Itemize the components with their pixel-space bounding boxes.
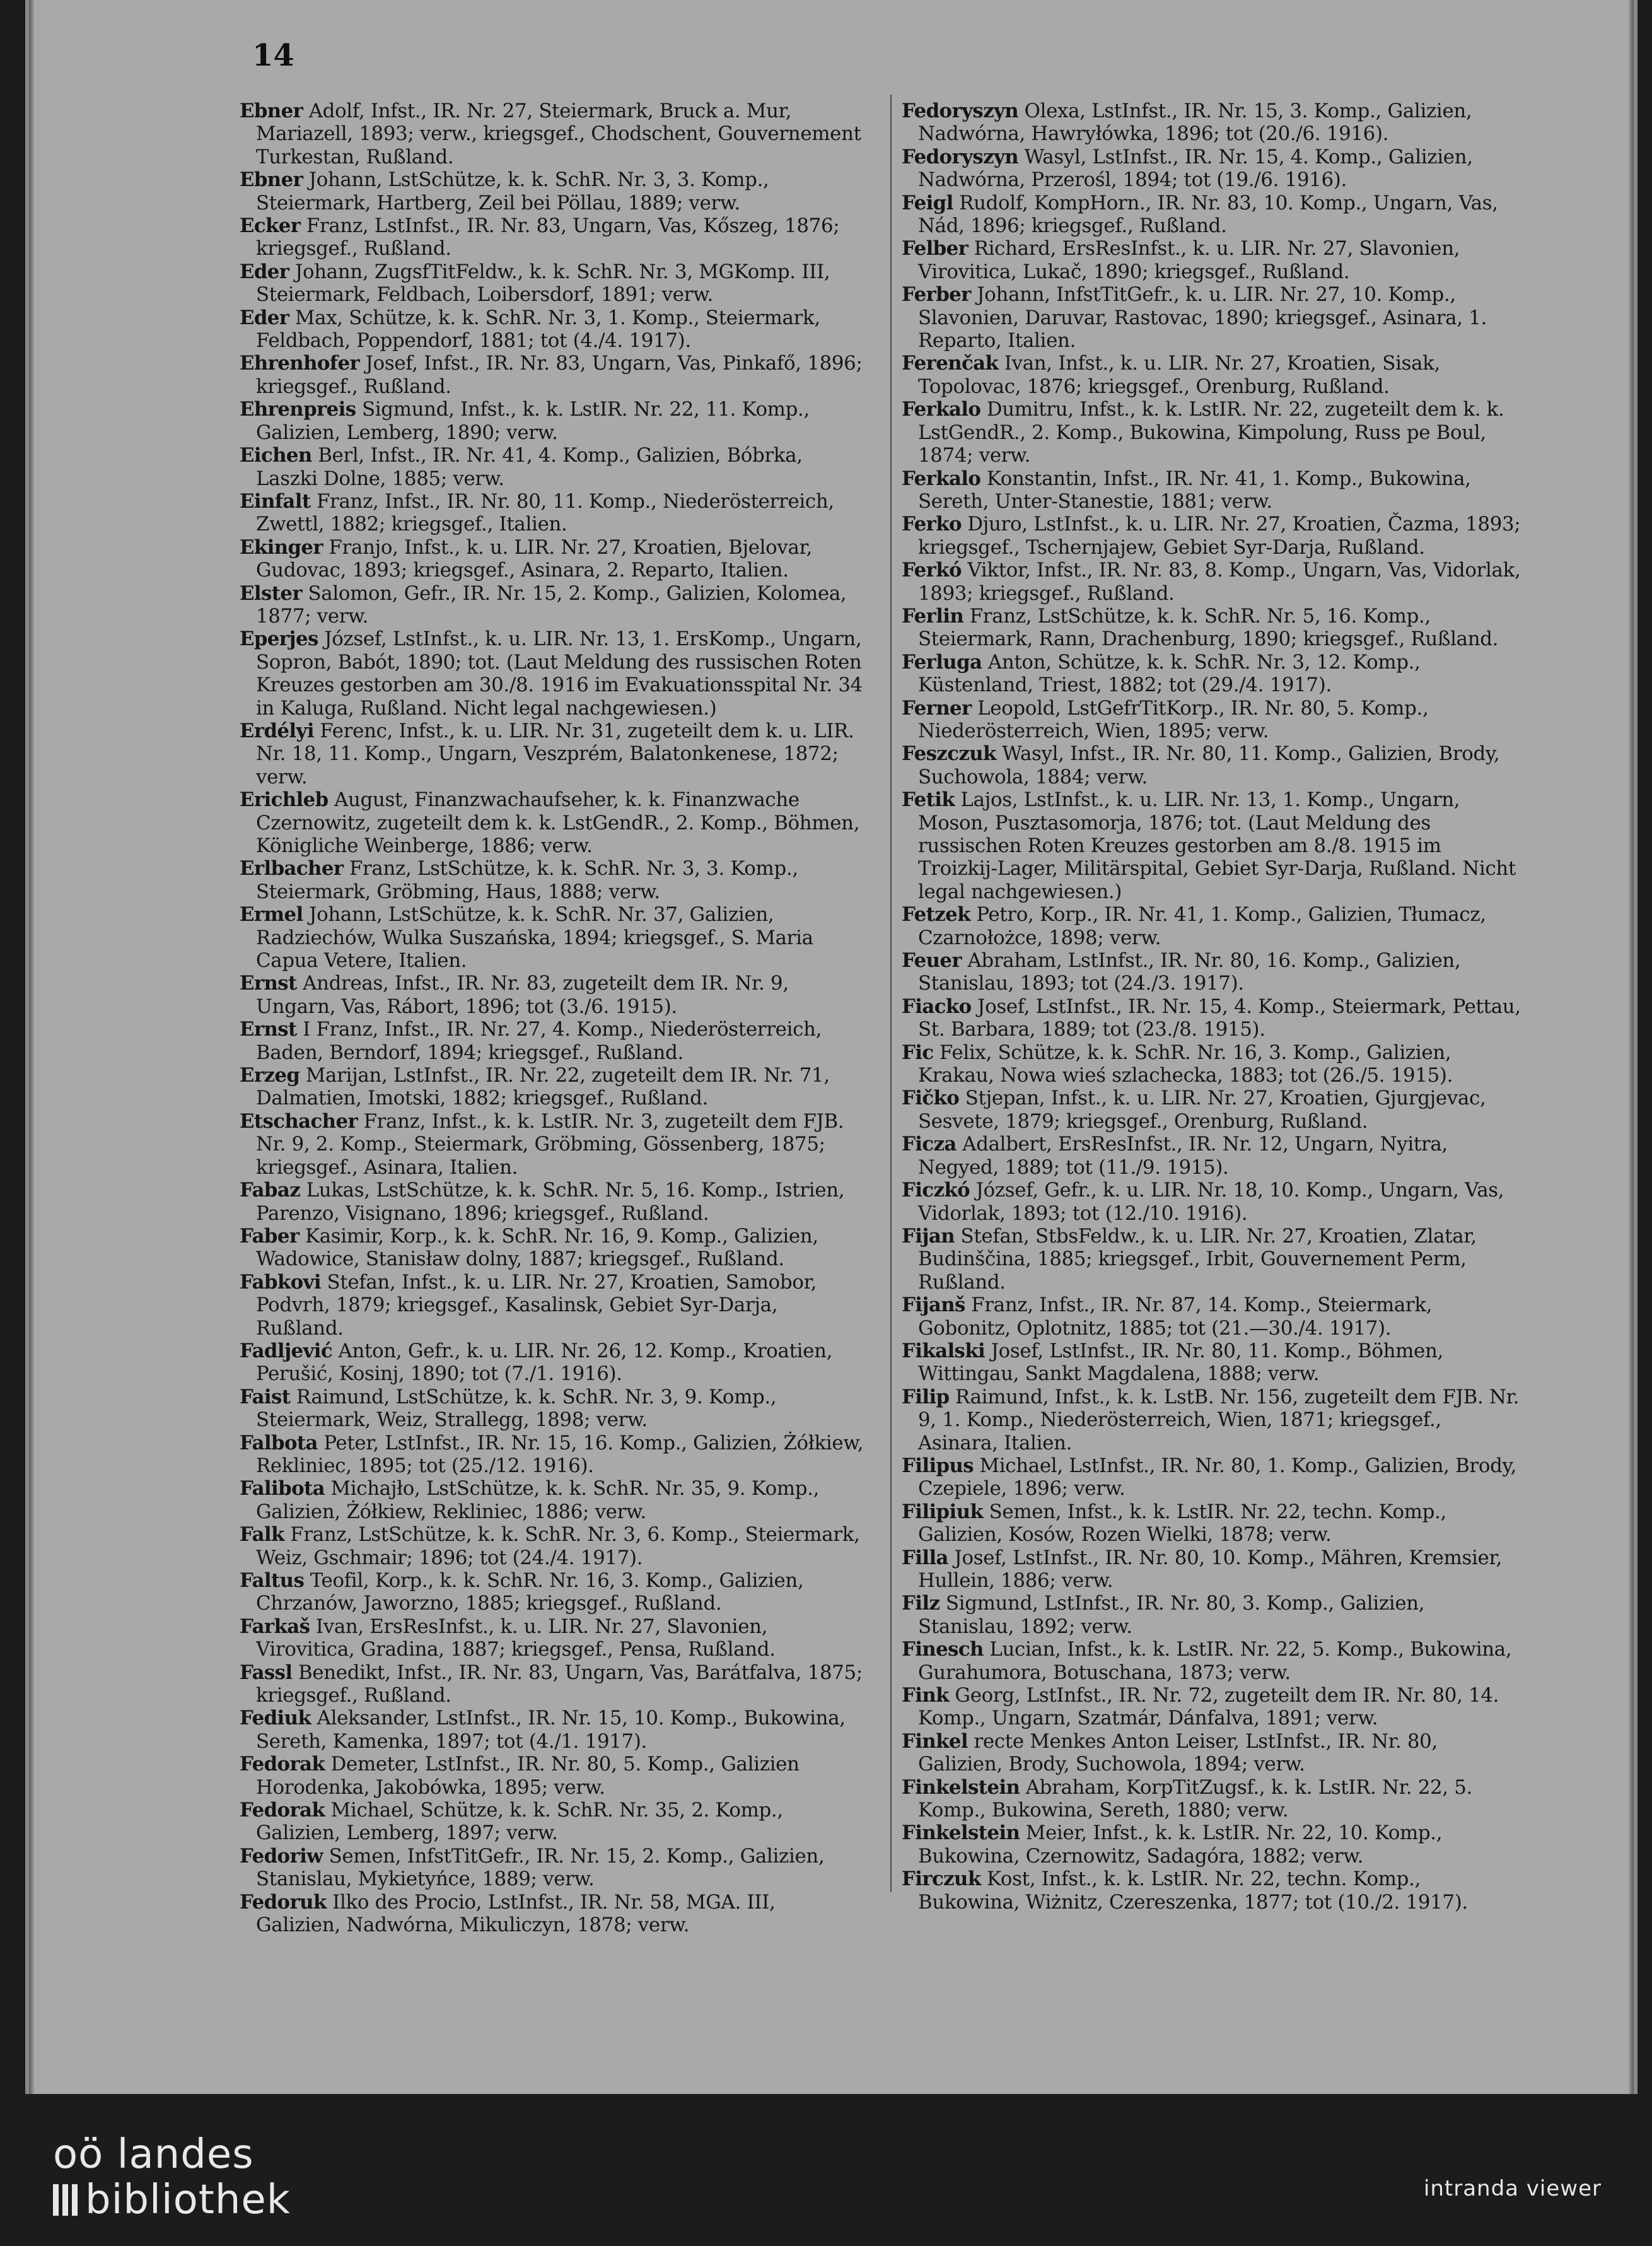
entry-details: Franz, Infst., IR. Nr. 87, 14. Komp., Steiermark, Gobonitz, Oplotnitz, 1885; tot (21.—30./4. 1917).	[918, 1294, 1433, 1340]
casualty-entry	[902, 352, 1526, 398]
entry-surname: Etschacher	[240, 1109, 358, 1133]
entry-details: Johann, ZugsfTitFeldw., k. k. SchR. Nr. 3, MGKomp. III, Steiermark, Feldbach, Loibersdorf, 1891; verw.	[256, 260, 830, 307]
casualty-entry	[240, 1064, 864, 1110]
entry-details: Stefan, StbsFeldw., k. u. LIR. Nr. 27, Kroatien, Zlatar, Budinščina, 1885; kriegsgef., Irbit, Gouvernement Perm, Rußland.	[918, 1224, 1477, 1294]
entry-surname: Ferenčak	[902, 352, 999, 375]
casualty-entry	[902, 559, 1526, 605]
entry-details: Konstantin, Infst., IR. Nr. 41, 1. Komp., Bukowina, Sereth, Unter-Stanestie, 1881; verw.	[918, 467, 1471, 513]
entry-surname: Fadljević	[240, 1339, 333, 1362]
casualty-entry	[902, 1087, 1526, 1133]
entry-surname: Finkelstein	[902, 1775, 1020, 1799]
library-logo[interactable]	[53, 2132, 291, 2223]
casualty-entry	[240, 582, 864, 628]
casualty-entry	[902, 1592, 1526, 1638]
entry-details: Franz, Infst., IR. Nr. 80, 11. Komp., Niederösterreich, Zwettl, 1882; kriegsgef., Italien.	[256, 489, 834, 536]
entry-details: Rudolf, KompHorn., IR. Nr. 83, 10. Komp., Ungarn, Vas, Nád, 1896; kriegsgef., Rußland.	[918, 191, 1498, 238]
entry-surname: Finesch	[902, 1638, 984, 1661]
entry-details: Marijan, LstInfst., IR. Nr. 22, zugeteilt dem IR. Nr. 71, Dalmatien, Imotski, 1882; kriegsgef., Rußland.	[256, 1064, 830, 1110]
entry-details: August, Finanzwachaufseher, k. k. Finanzwache Czernowitz, zugeteilt dem k. k. LstGendR., 2. Komp., Böhmen, Königliche Weinberge, 1886; verw.	[256, 788, 860, 857]
casualty-entry	[240, 903, 864, 972]
casualty-entry	[240, 444, 864, 490]
entry-details: Wasyl, LstInfst., IR. Nr. 15, 4. Komp., Galizien, Nadwórna, Przerośl, 1894; tot (19./6. 1916).	[918, 145, 1473, 192]
entry-surname: Fabkovi	[240, 1270, 321, 1294]
casualty-entry	[902, 1133, 1526, 1179]
casualty-entry	[902, 1340, 1526, 1386]
casualty-entry	[902, 1776, 1526, 1822]
entry-details: Max, Schütze, k. k. SchR. Nr. 3, 1. Komp., Steiermark, Feldbach, Poppendorf, 1881; tot (4./4. 1917).	[256, 306, 820, 353]
entry-surname: Fičko	[902, 1087, 960, 1110]
entry-surname: Eperjes	[240, 628, 318, 651]
casualty-entry	[902, 398, 1526, 467]
entry-surname: Fabaz	[240, 1179, 301, 1202]
entry-surname: Fedoruk	[240, 1890, 327, 1914]
entry-details: Johann, InfstTitGefr., k. u. LIR. Nr. 27, 10. Komp., Slavonien, Daruvar, Rastovac, 1890; kriegsgef., Asinara, 1. Reparto, Italien.	[918, 283, 1487, 353]
casualty-entry	[240, 1523, 864, 1569]
casualty-entry	[240, 972, 864, 1018]
casualty-entry	[902, 949, 1526, 995]
entry-surname: Firczuk	[902, 1868, 981, 1891]
entry-surname: Ebner	[240, 168, 303, 192]
entry-surname: Falbota	[240, 1431, 318, 1454]
entry-details: Semen, InfstTitGefr., IR. Nr. 15, 2. Komp., Galizien, Stanislau, Mykietyńce, 1889; verw.	[256, 1844, 825, 1891]
casualty-entry	[240, 100, 864, 168]
casualty-entry	[240, 1753, 864, 1799]
entry-surname: Felber	[902, 237, 969, 260]
entry-surname: Finkelstein	[902, 1822, 1020, 1845]
entry-details: Benedikt, Infst., IR. Nr. 83, Ungarn, Vas, Barátfalva, 1875; kriegsgef., Rußland.	[256, 1661, 863, 1707]
casualty-entry	[240, 260, 864, 307]
casualty-entry	[240, 1432, 864, 1478]
casualty-entry	[902, 1179, 1526, 1225]
casualty-entry	[240, 1845, 864, 1891]
casualty-entry	[902, 100, 1526, 146]
casualty-entry	[902, 1294, 1526, 1340]
casualty-entry	[902, 1386, 1526, 1454]
casualty-entry	[902, 192, 1526, 238]
casualty-entry	[240, 1340, 864, 1386]
entry-details: Viktor, Infst., IR. Nr. 83, 8. Komp., Ungarn, Vas, Vidorlak, 1893; kriegsgef., Rußland.	[918, 559, 1521, 605]
entry-details: Franz, LstSchütze, k. k. SchR. Nr. 3, 3. Komp., Steiermark, Gröbming, Haus, 1888; verw.	[256, 857, 798, 903]
casualty-entry	[240, 857, 864, 903]
entry-details: Djuro, LstInfst., k. u. LIR. Nr. 27, Kroatien, Čazma, 1893; kriegsgef., Tschernjajew, Gebiet Syr-Darja, Rußland.	[918, 513, 1521, 559]
casualty-entry	[240, 1891, 864, 1937]
entry-surname: Fediuk	[240, 1707, 311, 1730]
entry-surname: Fiacko	[902, 995, 972, 1018]
casualty-entry	[902, 146, 1526, 192]
casualty-entry	[902, 995, 1526, 1041]
entry-surname: Feszczuk	[902, 742, 996, 766]
casualty-entry	[902, 742, 1526, 788]
entry-details: Adalbert, ErsResInfst., IR. Nr. 12, Ungarn, Nyitra, Negyed, 1889; tot (11./9. 1915).	[918, 1133, 1448, 1179]
casualty-entry	[240, 214, 864, 260]
entry-surname: Erichleb	[240, 788, 329, 812]
entry-details: Ilko des Procio, LstInfst., IR. Nr. 58, MGA. III, Galizien, Nadwórna, Mikuliczyn, 1878; verw.	[256, 1890, 776, 1937]
casualty-entry	[240, 1477, 864, 1523]
entry-surname: Falk	[240, 1523, 284, 1547]
casualty-entry	[902, 1822, 1526, 1868]
entry-surname: Ehrenpreis	[240, 398, 356, 421]
entry-details: Berl, Infst., IR. Nr. 41, 4. Komp., Galizien, Bóbrka, Laszki Dolne, 1885; verw.	[256, 444, 803, 490]
entry-details: Olexa, LstInfst., IR. Nr. 15, 3. Komp., Galizien, Nadwórna, Hawryłówka, 1896; tot (20./6. 1916).	[918, 100, 1472, 146]
entry-details: Sigmund, LstInfst., IR. Nr. 80, 3. Komp., Galizien, Stanislau, 1892; verw.	[918, 1592, 1425, 1638]
page-edge-right	[1629, 0, 1634, 2094]
logo-text-line2: bibliothek	[85, 2177, 291, 2223]
casualty-entry	[240, 168, 864, 214]
casualty-entry	[240, 307, 864, 353]
entry-surname: Eichen	[240, 444, 312, 467]
entry-details: Dumitru, Infst., k. k. LstIR. Nr. 22, zugeteilt dem k. k. LstGendR., 2. Komp., Bukowina, Kimpolung, Russ pe Boul, 1874; verw.	[918, 398, 1504, 467]
entry-details: Michael, Schütze, k. k. SchR. Nr. 35, 2. Komp., Galizien, Lemberg, 1897; verw.	[256, 1799, 783, 1845]
column-divider	[890, 95, 892, 1892]
casualty-entry	[240, 352, 864, 398]
entry-surname: Eder	[240, 306, 289, 329]
casualty-entry	[240, 1386, 864, 1432]
casualty-entry	[902, 467, 1526, 513]
entry-surname: Fijan	[902, 1224, 955, 1248]
entry-surname: Fedoryszyn	[902, 145, 1019, 168]
entry-details: Franjo, Infst., k. u. LIR. Nr. 27, Kroatien, Bjelovar, Gudovac, 1893; kriegsgef., Asinara, 2. Reparto, Italien.	[256, 535, 813, 582]
entry-details: Felix, Schütze, k. k. SchR. Nr. 16, 3. Komp., Galizien, Krakau, Nowa wieś szlachecka, 1883; tot (26./5. 1915).	[918, 1041, 1453, 1087]
casualty-entry	[240, 398, 864, 444]
casualty-entry	[902, 697, 1526, 743]
page-edge-left	[29, 0, 34, 2094]
entry-details: Lucian, Infst., k. k. LstIR. Nr. 22, 5. Komp., Bukowina, Gurahumora, Botuschana, 1873; verw.	[918, 1638, 1512, 1684]
casualty-entry	[902, 1041, 1526, 1087]
entry-surname: Ferluga	[902, 650, 982, 674]
entry-details: Michajło, LstSchütze, k. k. SchR. Nr. 35, 9. Komp., Galizien, Żółkiew, Rekliniec, 1886; verw.	[256, 1477, 820, 1523]
entry-surname: Filla	[902, 1546, 948, 1569]
entry-surname: Faber	[240, 1224, 300, 1248]
entry-surname: Feigl	[902, 191, 953, 214]
entry-details: Stefan, Infst., k. u. LIR. Nr. 27, Kroatien, Samobor, Podvrh, 1879; kriegsgef., Kasalinsk, Gebiet Syr-Darja, Rußland.	[256, 1270, 817, 1340]
entry-surname: Fetik	[902, 788, 955, 812]
entry-surname: Filipus	[902, 1454, 974, 1477]
casualty-entry	[240, 1661, 864, 1707]
casualty-entry	[902, 237, 1526, 283]
entry-details: József, Gefr., k. u. LIR. Nr. 18, 10. Komp., Ungarn, Vas, Vidorlak, 1893; tot (12./10. 1916).	[918, 1179, 1504, 1225]
entry-details: Franz, LstInfst., IR. Nr. 83, Ungarn, Vas, Kőszeg, 1876; kriegsgef., Rußland.	[256, 214, 840, 260]
casualty-entry	[902, 605, 1526, 651]
casualty-entry	[240, 1225, 864, 1271]
entry-surname: Ecker	[240, 214, 301, 238]
viewer-brand-label[interactable]: intranda viewer	[1423, 2176, 1602, 2201]
entry-surname: Ferber	[902, 283, 971, 307]
entry-details: Meier, Infst., k. k. LstIR. Nr. 22, 10. Komp., Bukowina, Czernowitz, Sadagóra, 1882; verw.	[918, 1822, 1443, 1868]
entry-surname: Fijanš	[902, 1294, 965, 1317]
entry-surname: Ehrenhofer	[240, 352, 360, 375]
entry-details: Abraham, KorpTitZugsf., k. k. LstIR. Nr. 22, 5. Komp., Bukowina, Sereth, 1880; verw.	[918, 1775, 1473, 1822]
casualty-entry	[902, 788, 1526, 903]
right-column	[902, 100, 1526, 1914]
entry-details: Josef, LstInfst., IR. Nr. 80, 11. Komp., Böhmen, Wittingau, Sankt Magdalena, 1888; verw.	[918, 1339, 1444, 1386]
entry-surname: Ficzkó	[902, 1179, 970, 1202]
entry-surname: Finkel	[902, 1729, 968, 1753]
logo-text-line1: oö landes	[53, 2131, 254, 2178]
entry-surname: Erdélyi	[240, 719, 314, 742]
entry-details: recte Menkes Anton Leiser, LstInfst., IR. Nr. 80, Galizien, Brody, Suchowola, 1894; verw.	[918, 1729, 1438, 1776]
entry-details: Semen, Infst., k. k. LstIR. Nr. 22, techn. Komp., Galizien, Kosów, Rozen Wielki, 1878; verw.	[918, 1500, 1447, 1547]
entry-details: Leopold, LstGefrTitKorp., IR. Nr. 80, 5. Komp., Niederösterreich, Wien, 1895; verw.	[918, 696, 1429, 742]
entry-details: Raimund, LstSchütze, k. k. SchR. Nr. 3, 9. Komp., Steiermark, Weiz, Strallegg, 1898; verw.	[256, 1385, 777, 1432]
casualty-entry	[240, 788, 864, 857]
casualty-entry	[240, 1799, 864, 1845]
entry-details: Andreas, Infst., IR. Nr. 83, zugeteilt dem IR. Nr. 9, Ungarn, Vas, Rábort, 1896; tot (3./6. 1915).	[256, 972, 789, 1018]
entry-details: Salomon, Gefr., IR. Nr. 15, 2. Komp., Galizien, Kolomea, 1877; verw.	[256, 582, 847, 628]
page-number: 14	[252, 38, 294, 73]
casualty-entry	[240, 1018, 864, 1064]
entry-surname: Ferkalo	[902, 467, 981, 490]
entry-surname: Ekinger	[240, 535, 323, 559]
casualty-entry	[902, 1638, 1526, 1684]
casualty-entry	[902, 283, 1526, 352]
entry-surname: Faist	[240, 1385, 291, 1408]
casualty-entry	[902, 1547, 1526, 1593]
entry-surname: Ebner	[240, 100, 303, 122]
casualty-entry	[240, 720, 864, 788]
left-column	[240, 100, 864, 1937]
casualty-entry	[240, 536, 864, 582]
entry-surname: Ermel	[240, 903, 303, 927]
entry-details: Wasyl, Infst., IR. Nr. 80, 11. Komp., Galizien, Brody, Suchowola, 1884; verw.	[918, 742, 1500, 788]
entry-details: Kost, Infst., k. k. LstIR. Nr. 22, techn. Komp., Bukowina, Wiżnitz, Czereszenka, 1877; tot (10./2. 1917).	[918, 1868, 1468, 1914]
casualty-entry	[902, 1225, 1526, 1294]
entry-details: Stjepan, Infst., k. u. LIR. Nr. 27, Kroatien, Gjurgjevac, Sesvete, 1879; kriegsgef., Orenburg, Rußland.	[918, 1087, 1486, 1133]
entry-details: József, LstInfst., k. u. LIR. Nr. 13, 1. ErsKomp., Ungarn, Sopron, Babót, 1890; tot. (Laut Meldung des russischen Roten Kreuzes gestorben am 30./8. 1916 im Evakuationsspital Nr. 34 in Kaluga, Rußland. Nicht legal nachgewiesen.)	[256, 628, 863, 720]
casualty-entry	[902, 651, 1526, 697]
entry-surname: Eder	[240, 260, 289, 283]
casualty-entry	[902, 1730, 1526, 1776]
logo-text-line2-wrap	[53, 2177, 291, 2223]
entry-surname: Fikalski	[902, 1339, 986, 1362]
casualty-entry	[902, 1454, 1526, 1500]
entry-surname: Falibota	[240, 1477, 325, 1500]
entry-surname: Ferner	[902, 696, 972, 720]
casualty-entry	[902, 513, 1526, 559]
entry-details: Michael, LstInfst., IR. Nr. 80, 1. Komp., Galizien, Brody, Czepiele, 1896; verw.	[918, 1454, 1517, 1500]
entry-details: Josef, LstInfst., IR. Nr. 80, 10. Komp., Mähren, Kremsier, Hullein, 1886; verw.	[918, 1546, 1502, 1592]
entry-details: Teofil, Korp., k. k. SchR. Nr. 16, 3. Komp., Galizien, Chrzanów, Jaworzno, 1885; kriegsgef., Rußland.	[256, 1569, 804, 1615]
entry-details: Anton, Schütze, k. k. SchR. Nr. 3, 12. Komp., Küstenland, Triest, 1882; tot (29./4. 1917).	[918, 650, 1421, 697]
entry-details: Franz, LstSchütze, k. k. SchR. Nr. 5, 16. Komp., Steiermark, Rann, Drachenburg, 1890; kriegsgef., Rußland.	[918, 604, 1499, 651]
entry-details: Petro, Korp., IR. Nr. 41, 1. Komp., Galizien, Tłumacz, Czarnołożce, 1898; verw.	[918, 903, 1486, 949]
entry-surname: Ferkó	[902, 559, 962, 582]
casualty-entry	[902, 1500, 1526, 1547]
entry-details: Johann, LstSchütze, k. k. SchR. Nr. 3, 3. Komp., Steiermark, Hartberg, Zeil bei Pöllau, 1889; verw.	[256, 168, 769, 214]
entry-details: Adolf, Infst., IR. Nr. 27, Steiermark, Bruck a. Mur, Mariazell, 1893; verw., kriegsgef., Chodschent, Gouvernement Turkestan, Rußland.	[256, 100, 861, 168]
entry-details: Richard, ErsResInfst., k. u. LIR. Nr. 27, Slavonien, Virovitica, Lukač, 1890; kriegsgef., Rußland.	[918, 237, 1460, 283]
entry-details: Kasimir, Korp., k. k. SchR. Nr. 16, 9. Komp., Galizien, Wadowice, Stanisław dolny, 1887; kriegsgef., Rußland.	[256, 1224, 818, 1271]
entry-surname: Ferlin	[902, 604, 964, 628]
entry-surname: Filipiuk	[902, 1500, 984, 1523]
entry-details: Ivan, ErsResInfst., k. u. LIR. Nr. 27, Slavonien, Virovitica, Gradina, 1887; kriegsgef., Pensa, Rußland.	[256, 1615, 776, 1661]
casualty-entry	[902, 1684, 1526, 1730]
casualty-entry	[240, 1110, 864, 1179]
logo-bars-icon	[53, 2184, 78, 2216]
entry-surname: Fassl	[240, 1661, 293, 1684]
casualty-entry	[240, 1271, 864, 1340]
entry-surname: Ernst	[240, 1018, 297, 1041]
entry-details: Lukas, LstSchütze, k. k. SchR. Nr. 5, 16. Komp., Istrien, Parenzo, Visignano, 1896; kriegsgef., Rußland.	[256, 1179, 845, 1225]
casualty-entry	[902, 1868, 1526, 1914]
entry-surname: Fedorak	[240, 1799, 325, 1822]
casualty-entry	[240, 1615, 864, 1661]
entry-surname: Ernst	[240, 972, 297, 995]
entry-surname: Filz	[902, 1592, 940, 1615]
entry-surname: Fink	[902, 1684, 949, 1707]
entry-surname: Faltus	[240, 1569, 305, 1592]
entry-details: Lajos, LstInfst., k. u. LIR. Nr. 13, 1. Komp., Ungarn, Moson, Pusztasomorja, 1876; tot. (Laut Meldung des russischen Roten Kreuzes gestorben am 8./8. 1915 im Troizkij-Lager, Militärspital, Gebiet Syr-Darja, Rußland. Nicht legal nachgewiesen.)	[918, 788, 1516, 903]
entry-details: Johann, LstSchütze, k. k. SchR. Nr. 37, Galizien, Radziechów, Wulka Suszańska, 1894; kriegsgef., S. Maria Capua Vetere, Italien.	[256, 903, 813, 973]
entry-details: Peter, LstInfst., IR. Nr. 15, 16. Komp., Galizien, Żółkiew, Rekliniec, 1895; tot (25./12. 1916).	[256, 1431, 864, 1477]
entry-details: Georg, LstInfst., IR. Nr. 72, zugeteilt dem IR. Nr. 80, 14. Komp., Ungarn, Szatmár, Dánfalva, 1891; verw.	[918, 1684, 1499, 1730]
casualty-entry	[240, 1707, 864, 1753]
entry-details: Josef, LstInfst., IR. Nr. 15, 4. Komp., Steiermark, Pettau, St. Barbara, 1889; tot (23./8. 1915).	[918, 995, 1521, 1041]
entry-surname: Einfalt	[240, 489, 311, 513]
entry-details: Sigmund, Infst., k. k. LstIR. Nr. 22, 11. Komp., Galizien, Lemberg, 1890; verw.	[256, 398, 810, 444]
entry-details: I Franz, Infst., IR. Nr. 27, 4. Komp., Niederösterreich, Baden, Berndorf, 1894; kriegsgef., Rußland.	[256, 1018, 822, 1064]
entry-details: Anton, Gefr., k. u. LIR. Nr. 26, 12. Komp., Kroatien, Perušić, Kosinj, 1890; tot (7./1. 1916).	[256, 1339, 833, 1386]
casualty-entry	[240, 1569, 864, 1615]
entry-surname: Fic	[902, 1041, 934, 1064]
entry-details: Abraham, LstInfst., IR. Nr. 80, 16. Komp., Galizien, Stanislau, 1893; tot (24./3. 1917).	[918, 949, 1461, 995]
entry-surname: Filip	[902, 1385, 950, 1408]
entry-details: Ivan, Infst., k. u. LIR. Nr. 27, Kroatien, Sisak, Topolovac, 1876; kriegsgef., Orenburg, Rußland.	[918, 352, 1441, 398]
entry-details: Raimund, Infst., k. k. LstB. Nr. 156, zugeteilt dem FJB. Nr. 9, 1. Komp., Niederösterreich, Wien, 1871; kriegsgef., Asinara, Italien.	[918, 1385, 1520, 1454]
entry-surname: Elster	[240, 582, 302, 605]
entry-surname: Farkaš	[240, 1615, 310, 1638]
entry-details: Demeter, LstInfst., IR. Nr. 80, 5. Komp., Galizien Horodenka, Jakobówka, 1895; verw.	[256, 1753, 800, 1799]
entry-details: Franz, LstSchütze, k. k. SchR. Nr. 3, 6. Komp., Steiermark, Weiz, Gschmair; 1896; tot (24./4. 1917).	[256, 1523, 860, 1569]
casualty-entry	[240, 628, 864, 720]
entry-surname: Erlbacher	[240, 857, 344, 880]
entry-surname: Feuer	[902, 949, 962, 973]
casualty-entry	[240, 1179, 864, 1225]
entry-details: Ferenc, Infst., k. u. LIR. Nr. 31, zugeteilt dem k. u. LIR. Nr. 18, 11. Komp., Ungarn, Veszprém, Balatonkenese, 1872; verw.	[256, 719, 854, 788]
casualty-entry	[240, 490, 864, 536]
entry-surname: Fedoriw	[240, 1844, 323, 1868]
entry-surname: Ferkalo	[902, 398, 981, 421]
entry-details: Franz, Infst., k. k. LstIR. Nr. 3, zugeteilt dem FJB. Nr. 9, 2. Komp., Steiermark, Gröbming, Gössenberg, 1875; kriegsgef., Asinara, Italien.	[256, 1109, 844, 1179]
entry-surname: Fetzek	[902, 903, 970, 927]
casualty-entry	[902, 903, 1526, 949]
entry-surname: Erzeg	[240, 1064, 300, 1087]
entry-surname: Ficza	[902, 1133, 957, 1156]
entry-details: Aleksander, LstInfst., IR. Nr. 15, 10. Komp., Bukowina, Sereth, Kamenka, 1897; tot (4./1. 1917).	[256, 1707, 846, 1753]
entry-surname: Fedorak	[240, 1753, 325, 1776]
entry-surname: Ferko	[902, 513, 962, 536]
entry-surname: Fedoryszyn	[902, 100, 1019, 122]
entry-details: Josef, Infst., IR. Nr. 83, Ungarn, Vas, Pinkafő, 1896; kriegsgef., Rußland.	[256, 352, 863, 398]
